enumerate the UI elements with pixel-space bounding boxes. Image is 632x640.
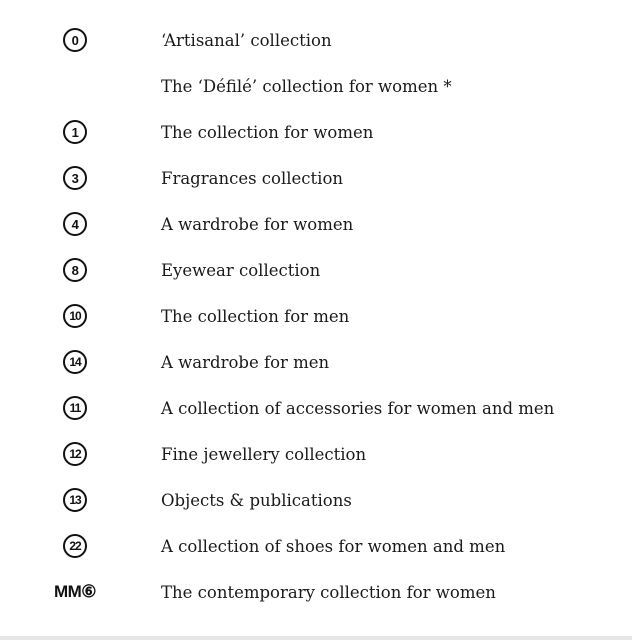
line-number-marker	[47, 339, 103, 385]
line-number-marker	[47, 431, 103, 477]
legend-row	[0, 523, 632, 569]
legend-row	[0, 569, 632, 615]
line-number-marker	[47, 201, 103, 247]
legend-row	[0, 109, 632, 155]
line-number-marker	[47, 109, 103, 155]
number-8-circle-icon: 8	[63, 258, 87, 282]
legend-label: The ‘Défilé’ collection for women *	[161, 76, 452, 96]
legend-row	[0, 293, 632, 339]
line-number-marker-empty	[47, 63, 103, 109]
legend-row	[0, 477, 632, 523]
line-number-marker	[47, 247, 103, 293]
number-10-circle-icon: 10	[63, 304, 87, 328]
legend-label: A collection of accessories for women and men	[161, 398, 555, 418]
legend-label: The contemporary collection for women	[161, 582, 496, 602]
number-12-circle-icon: 12	[63, 442, 87, 466]
line-number-marker	[47, 477, 103, 523]
number-1-circle-icon: 1	[63, 120, 87, 144]
mm6-logo-icon: MM⑥	[53, 582, 97, 601]
legend-row	[0, 63, 632, 109]
number-11-circle-icon: 11	[63, 396, 87, 420]
line-number-marker	[47, 523, 103, 569]
legend-row	[0, 385, 632, 431]
number-13-circle-icon: 13	[63, 488, 87, 512]
legend-label: Objects & publications	[161, 490, 352, 510]
legend-row	[0, 201, 632, 247]
line-number-marker	[47, 17, 103, 63]
number-0-circle-icon: 0	[63, 28, 87, 52]
legend-label: A wardrobe for men	[161, 352, 330, 372]
line-number-marker	[47, 569, 103, 615]
legend-label: A collection of shoes for women and men	[161, 536, 506, 556]
line-number-marker	[47, 385, 103, 431]
legend-label: Fine jewellery collection	[161, 444, 367, 464]
number-22-circle-icon: 22	[63, 534, 87, 558]
legend-label: Fragrances collection	[161, 168, 344, 188]
legend-label: Eyewear collection	[161, 260, 321, 280]
legend-label: A wardrobe for women	[161, 214, 354, 234]
number-3-circle-icon: 3	[63, 166, 87, 190]
line-number-marker	[47, 155, 103, 201]
number-14-circle-icon: 14	[63, 350, 87, 374]
legend-label: ‘Artisanal’ collection	[161, 30, 332, 50]
legend-row	[0, 431, 632, 477]
legend-row	[0, 339, 632, 385]
legend-row	[0, 155, 632, 201]
collection-legend	[0, 17, 632, 615]
legend-label: The collection for women	[161, 122, 374, 142]
bottom-divider	[0, 636, 632, 640]
line-number-marker	[47, 293, 103, 339]
legend-label: The collection for men	[161, 306, 350, 326]
legend-row	[0, 17, 632, 63]
number-4-circle-icon: 4	[63, 212, 87, 236]
legend-row	[0, 247, 632, 293]
